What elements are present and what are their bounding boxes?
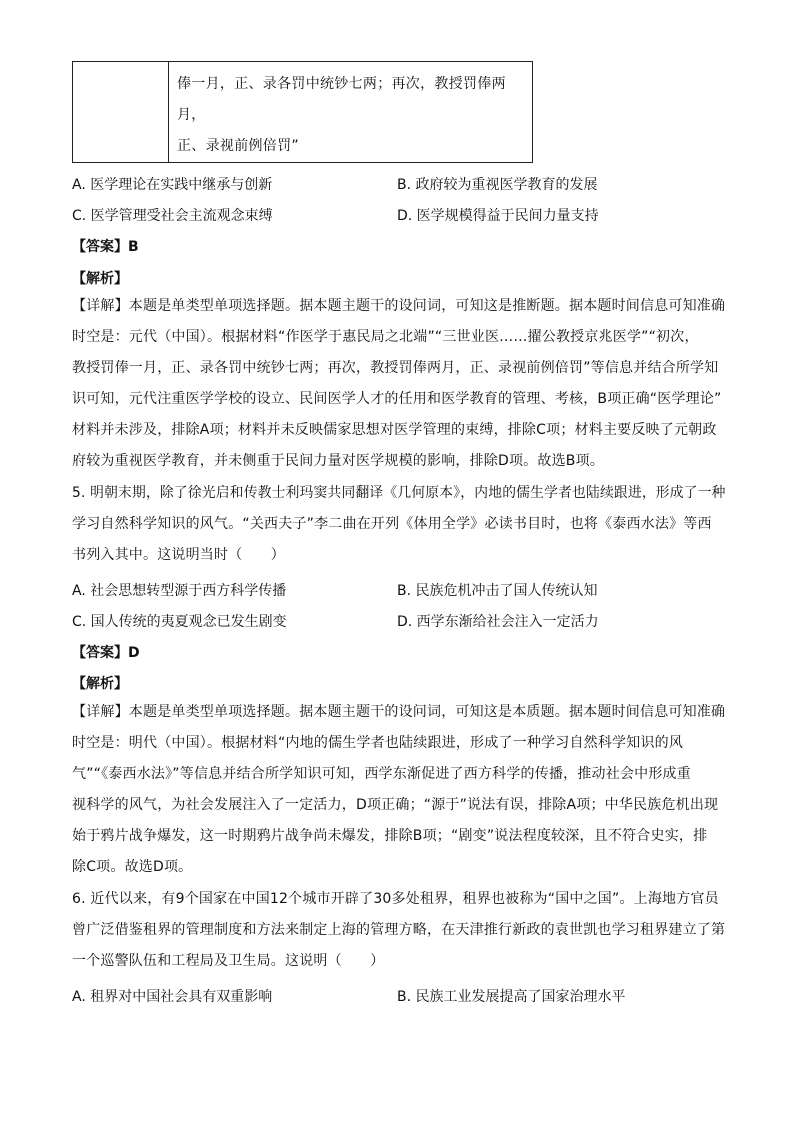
- q6-stem-line: 6. 近代以来，有9个国家在中国12个城市开辟了30多处租界，租界也被称为“国中之国”。上海地方官员: [72, 891, 719, 907]
- q6-option-b: B. 民族工业发展提高了国家治理水平: [397, 989, 626, 1005]
- q5-option-c: C. 国人传统的夷夏观念已发生剧变: [72, 614, 287, 630]
- q4-detail-line: 【详解】本题是单类型单项选择题。据本题主题干的设问词，可知这是推断题。据本题时间信息可知准确: [72, 298, 726, 314]
- q5-option-d: D. 西学东渐给社会注入一定活力: [397, 614, 599, 630]
- q4-option-d: D. 医学规模得益于民间力量支持: [397, 208, 599, 224]
- q6-stem-line: 一个巡警队伍和工程局及卫生局。这说明（ ）: [72, 953, 385, 969]
- material-table: [72, 61, 533, 163]
- q6-stem: [72, 884, 726, 977]
- q5-detail-line: 【详解】本题是单类型单项选择题。据本题主题干的设问词，可知这是本质题。据本题时间信息可知准确: [72, 704, 726, 720]
- table-line-1: 俸一月，正、录各罚中统钞七两；再次，教授罚俸两月，: [177, 76, 506, 123]
- q4-answer: 【答案】B: [72, 239, 139, 255]
- q4-option-a: A. 医学理论在实践中继承与创新: [72, 177, 273, 193]
- q5-detail: [72, 697, 726, 883]
- q6-option-a: A. 租界对中国社会具有双重影响: [72, 989, 273, 1005]
- q5-answer: 【答案】D: [72, 645, 140, 661]
- table-right-cell: [169, 62, 533, 163]
- q4-detail-line: 府较为重视医学教育，并未侧重于民间力量对医学规模的影响，排除D项。故选B项。: [72, 453, 604, 469]
- q5-option-b: B. 民族危机冲击了国人传统认知: [397, 583, 598, 599]
- q4-detail-line: 时空是：元代（中国）。根据材料“作医学于惠民局之北端”“三世业医……擢公教授京兆医学”“初次，: [72, 329, 699, 345]
- q5-stem-line: 书列入其中。这说明当时（ ）: [72, 547, 285, 563]
- q5-stem-line: 学习自然科学知识的风气。“关西夫子”李二曲在开列《体用全学》必读书目时，也将《泰西水法》等西: [72, 516, 712, 532]
- q6-stem-line: 曾广泛借鉴租界的管理制度和方法来制定上海的管理方略，在天津推行新政的袁世凯也学习租界建立了第: [72, 922, 726, 938]
- q5-option-a: A. 社会思想转型源于西方科学传播: [72, 583, 287, 599]
- q4-detail-line: 教授罚俸一月，正、录各罚中统钞七两；再次，教授罚俸两月，正、录视前例倍罚”等信息并结合所学知: [72, 360, 719, 376]
- table-left-cell: [73, 62, 169, 163]
- q4-detail-line: 识可知，元代注重医学学校的设立、民间医学人才的任用和医学教育的管理、考核，B项正确“医学理论”: [72, 391, 722, 407]
- q5-stem-line: 5. 明朝末期，除了徐光启和传教士利玛窦共同翻译《几何原本》，内地的儒生学者也陆续跟进，形成了一种: [72, 485, 726, 501]
- q5-detail-line: 气”“《泰西水法》”等信息并结合所学知识可知，西学东渐促进了西方科学的传播，推动社会中形成重: [72, 766, 691, 782]
- q4-analysis-label: 【解析】: [72, 271, 128, 287]
- q4-detail-line: 材料并未涉及，排除A项；材料并未反映儒家思想对医学管理的束缚，排除C项；材料主要反映了元朝政: [72, 422, 717, 438]
- q5-detail-line: 时空是：明代（中国）。根据材料“内地的儒生学者也陆续跟进，形成了一种学习自然科学知识的风: [72, 735, 684, 751]
- table-line-2: 正、录视前例倍罚”: [177, 138, 299, 154]
- q4-detail: [72, 291, 726, 477]
- q5-stem: [72, 478, 726, 571]
- q4-option-c: C. 医学管理受社会主流观念束缚: [72, 208, 273, 224]
- q5-analysis-label: 【解析】: [72, 676, 128, 692]
- q5-detail-line: 视科学的风气，为社会发展注入了一定活力，D项正确；“源于”说法有误，排除A项；中华民族危机出现: [72, 797, 719, 813]
- q4-option-b: B. 政府较为重视医学教育的发展: [397, 177, 598, 193]
- q5-detail-line: 始于鸦片战争爆发，这一时期鸦片战争尚未爆发，排除B项；“剧变”说法程度较深，且不符合史实，排: [72, 828, 708, 844]
- q5-detail-line: 除C项。故选D项。: [72, 859, 193, 875]
